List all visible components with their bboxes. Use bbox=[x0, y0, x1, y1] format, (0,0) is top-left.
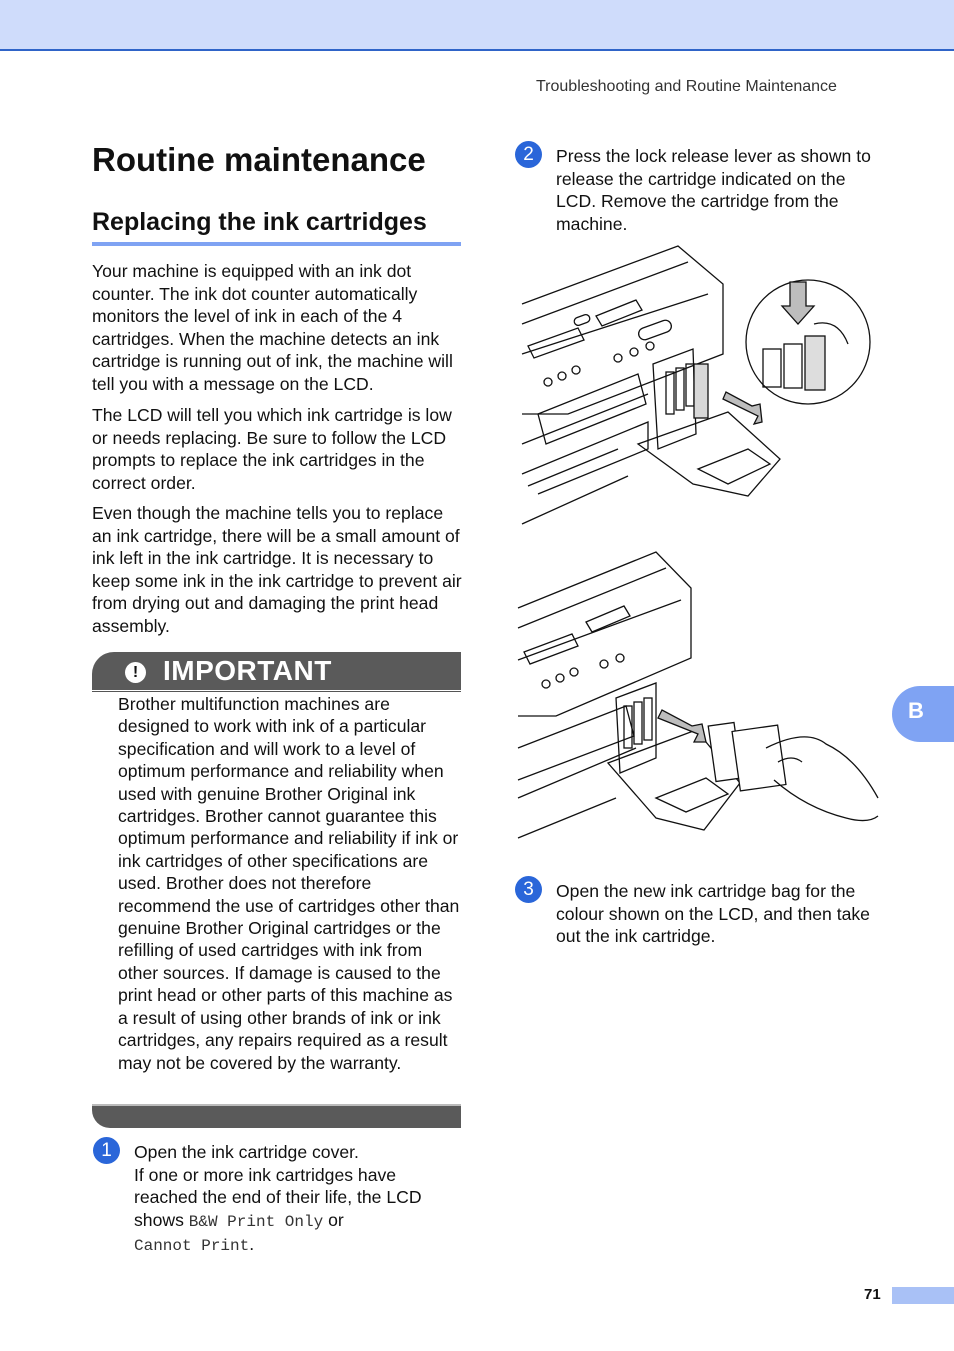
cartridge-removal-illustration bbox=[516, 548, 880, 848]
body-paragraph: Your machine is equipped with an ink dot counter. The ink dot counter automatically monitors the level of ink in each of the 4 cartridges. When the machine detects an ink cartridge is running out of ink, the machine will tell you with a message on the LCD. bbox=[92, 261, 453, 394]
warning-icon: ! bbox=[125, 662, 146, 683]
step-3-number: 3 bbox=[515, 876, 542, 903]
body-paragraph: Even though the machine tells you to replace an ink cartridge, there will be a small amount of ink left in the ink cartridge. It is necessary to keep some ink in the ink cartridge to prevent air from drying out and damaging the print head assembly. bbox=[92, 503, 462, 636]
page-title: Routine maintenance bbox=[92, 141, 426, 178]
page-number: 71 bbox=[864, 1286, 881, 1303]
step-2-number: 2 bbox=[515, 141, 542, 168]
lock-release-lever-illustration bbox=[518, 244, 878, 534]
lcd-message-bw-print-only: B&W Print Only bbox=[188, 1212, 324, 1231]
important-body: Brother multifunction machines are designed to work with ink of a particular specification and will work to a level of optimum performance and reliability when used with genuine Brother Original ink cartridges. Brother cannot guarantee this optimum performance and reliability if ink or ink cartridges of other specifications are used. Brother does not therefore recommend the use of cartridges other than genuine Brother Original cartridges or the refilling of used cartridges with ink from other sources. If damage is caused to the print head or other parts of this machine as a result of using other brands of ink or ink cartridges, any repairs required as a result may not be covered by the warranty. bbox=[118, 694, 460, 1073]
step-1-connector: or bbox=[328, 1209, 344, 1230]
important-title: IMPORTANT bbox=[163, 655, 332, 686]
step-3-text: Open the new ink cartridge bag for the colour shown on the LCD, and then take out the ink cartridge. bbox=[556, 881, 870, 946]
chapter-tab-label: B bbox=[908, 698, 924, 723]
lcd-message-cannot-print: Cannot Print bbox=[134, 1237, 250, 1255]
important-box-footer bbox=[92, 1104, 461, 1128]
top-header-band bbox=[0, 0, 954, 51]
step-1-number: 1 bbox=[93, 1137, 120, 1164]
section-heading: Replacing the ink cartridges bbox=[92, 208, 427, 236]
step-1-text bbox=[134, 1141, 464, 1258]
footer-bar bbox=[892, 1287, 954, 1304]
step-1-line-2: If one or more ink cartridges have reached the end of their life, the LCD shows bbox=[134, 1164, 422, 1230]
running-header: Troubleshooting and Routine Maintenance bbox=[536, 78, 837, 95]
body-paragraph: The LCD will tell you which ink cartridge is low or needs replacing. Be sure to follow the LCD prompts to replace the ink cartridges in the correct order. bbox=[92, 405, 452, 493]
step-1-end: . bbox=[249, 1234, 255, 1254]
important-header-rule bbox=[92, 691, 461, 692]
section-heading-rule bbox=[92, 242, 461, 246]
step-1-line-1: Open the ink cartridge cover. bbox=[134, 1142, 359, 1162]
step-2-text: Press the lock release lever as shown to release the cartridge indicated on the LCD. Remove the cartridge from the machine. bbox=[556, 146, 871, 234]
